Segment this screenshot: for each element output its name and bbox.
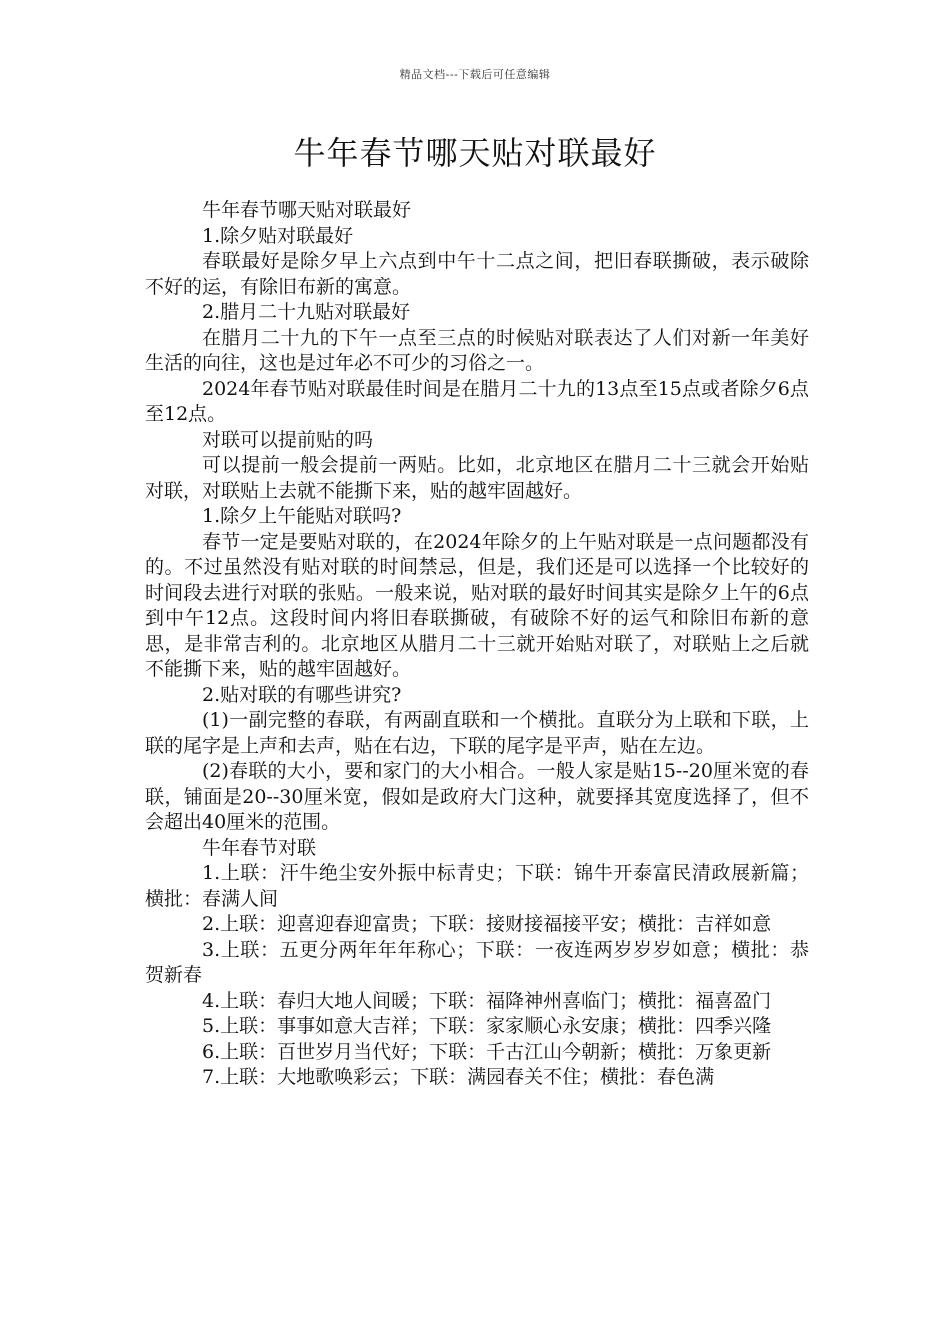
paragraph: 2024年春节贴对联最佳时间是在腊月二十九的13点至15点或者除夕6点至12点。 [145, 377, 809, 425]
paragraph: (1)一副完整的春联，有两副直联和一个横批。直联分为上联和下联，上联的尾字是上声和去声，贴在右边，下联的尾字是平声，贴在左边。 [145, 709, 809, 757]
paragraph: 春联最好是除夕早上六点到中午十二点之间，把旧春联撕破，表示破除不好的运，有除旧布新的寓意。 [145, 250, 809, 298]
paragraph: (2)春联的大小，要和家门的大小相合。一般人家是贴15--20厘米宽的春联，铺面是20--30厘米宽，假如是政府大门这种，就要择其宽度选择了，但不会超出40厘米的范围。 [145, 760, 809, 833]
paragraph: 5.上联：事事如意大吉祥；下联：家家顺心永安康；横批：四季兴隆 [202, 1015, 772, 1037]
paragraph: 3.上联：五更分两年年年称心；下联：一夜连两岁岁岁如意；横批：恭贺新春 [145, 938, 809, 986]
paragraph: 2.上联：迎喜迎春迎富贵；下联：接财接福接平安；横批：吉祥如意 [202, 913, 772, 935]
paragraph: 7.上联：大地歌唤彩云；下联：满园春关不住；横批：春色满 [202, 1066, 715, 1088]
document-body [145, 198, 809, 1091]
paragraph: 在腊月二十九的下午一点至三点的时候贴对联表达了人们对新一年美好生活的向往，这也是过年必不可少的习俗之一。 [145, 326, 809, 374]
paragraph: 春节一定是要贴对联的，在2024年除夕的上午贴对联是一点问题都没有的。不过虽然没有贴对联的时间禁忌，但是，我们还是可以选择一个比较好的时间段去进行对联的张贴。一般来说，贴对联的最好时间其实是除夕上午的6点到中午12点。这段时间内将旧春联撕破，有破除不好的运气和除旧布新的意思，是非常吉利的。北京地区从腊月二十三就开始贴对联了，对联贴上之后就不能撕下来，贴的越牢固越好。 [145, 530, 809, 680]
paragraph: 6.上联：百世岁月当代好；下联：千古江山今朝新；横批：万象更新 [202, 1040, 772, 1063]
paragraph: 牛年春节对联 [202, 836, 317, 859]
document-title: 牛年春节哪天贴对联最好 [293, 134, 657, 172]
paragraph: 1.上联：汗牛绝尘安外振中标青史；下联：锦牛开泰富民清政展新篇；横批：春满人间 [145, 862, 809, 910]
paragraph: 2.贴对联的有哪些讲究? [202, 683, 402, 706]
paragraph: 2.腊月二十九贴对联最好 [202, 301, 411, 323]
paragraph: 可以提前一般会提前一两贴。比如，北京地区在腊月二十三就会开始贴对联，对联贴上去就不能撕下来，贴的越牢固越好。 [145, 454, 809, 502]
paragraph: 4.上联：春归大地人间暖；下联：福降神州喜临门；横批：福喜盈门 [202, 989, 772, 1012]
page-header: 精品文档---下载后可任意编辑 [399, 68, 551, 81]
paragraph: 牛年春节哪天贴对联最好 [202, 199, 412, 221]
paragraph: 对联可以提前贴的吗 [202, 428, 374, 451]
paragraph: 1.除夕上午能贴对联吗? [202, 505, 402, 527]
paragraph: 1.除夕贴对联最好 [202, 224, 354, 247]
